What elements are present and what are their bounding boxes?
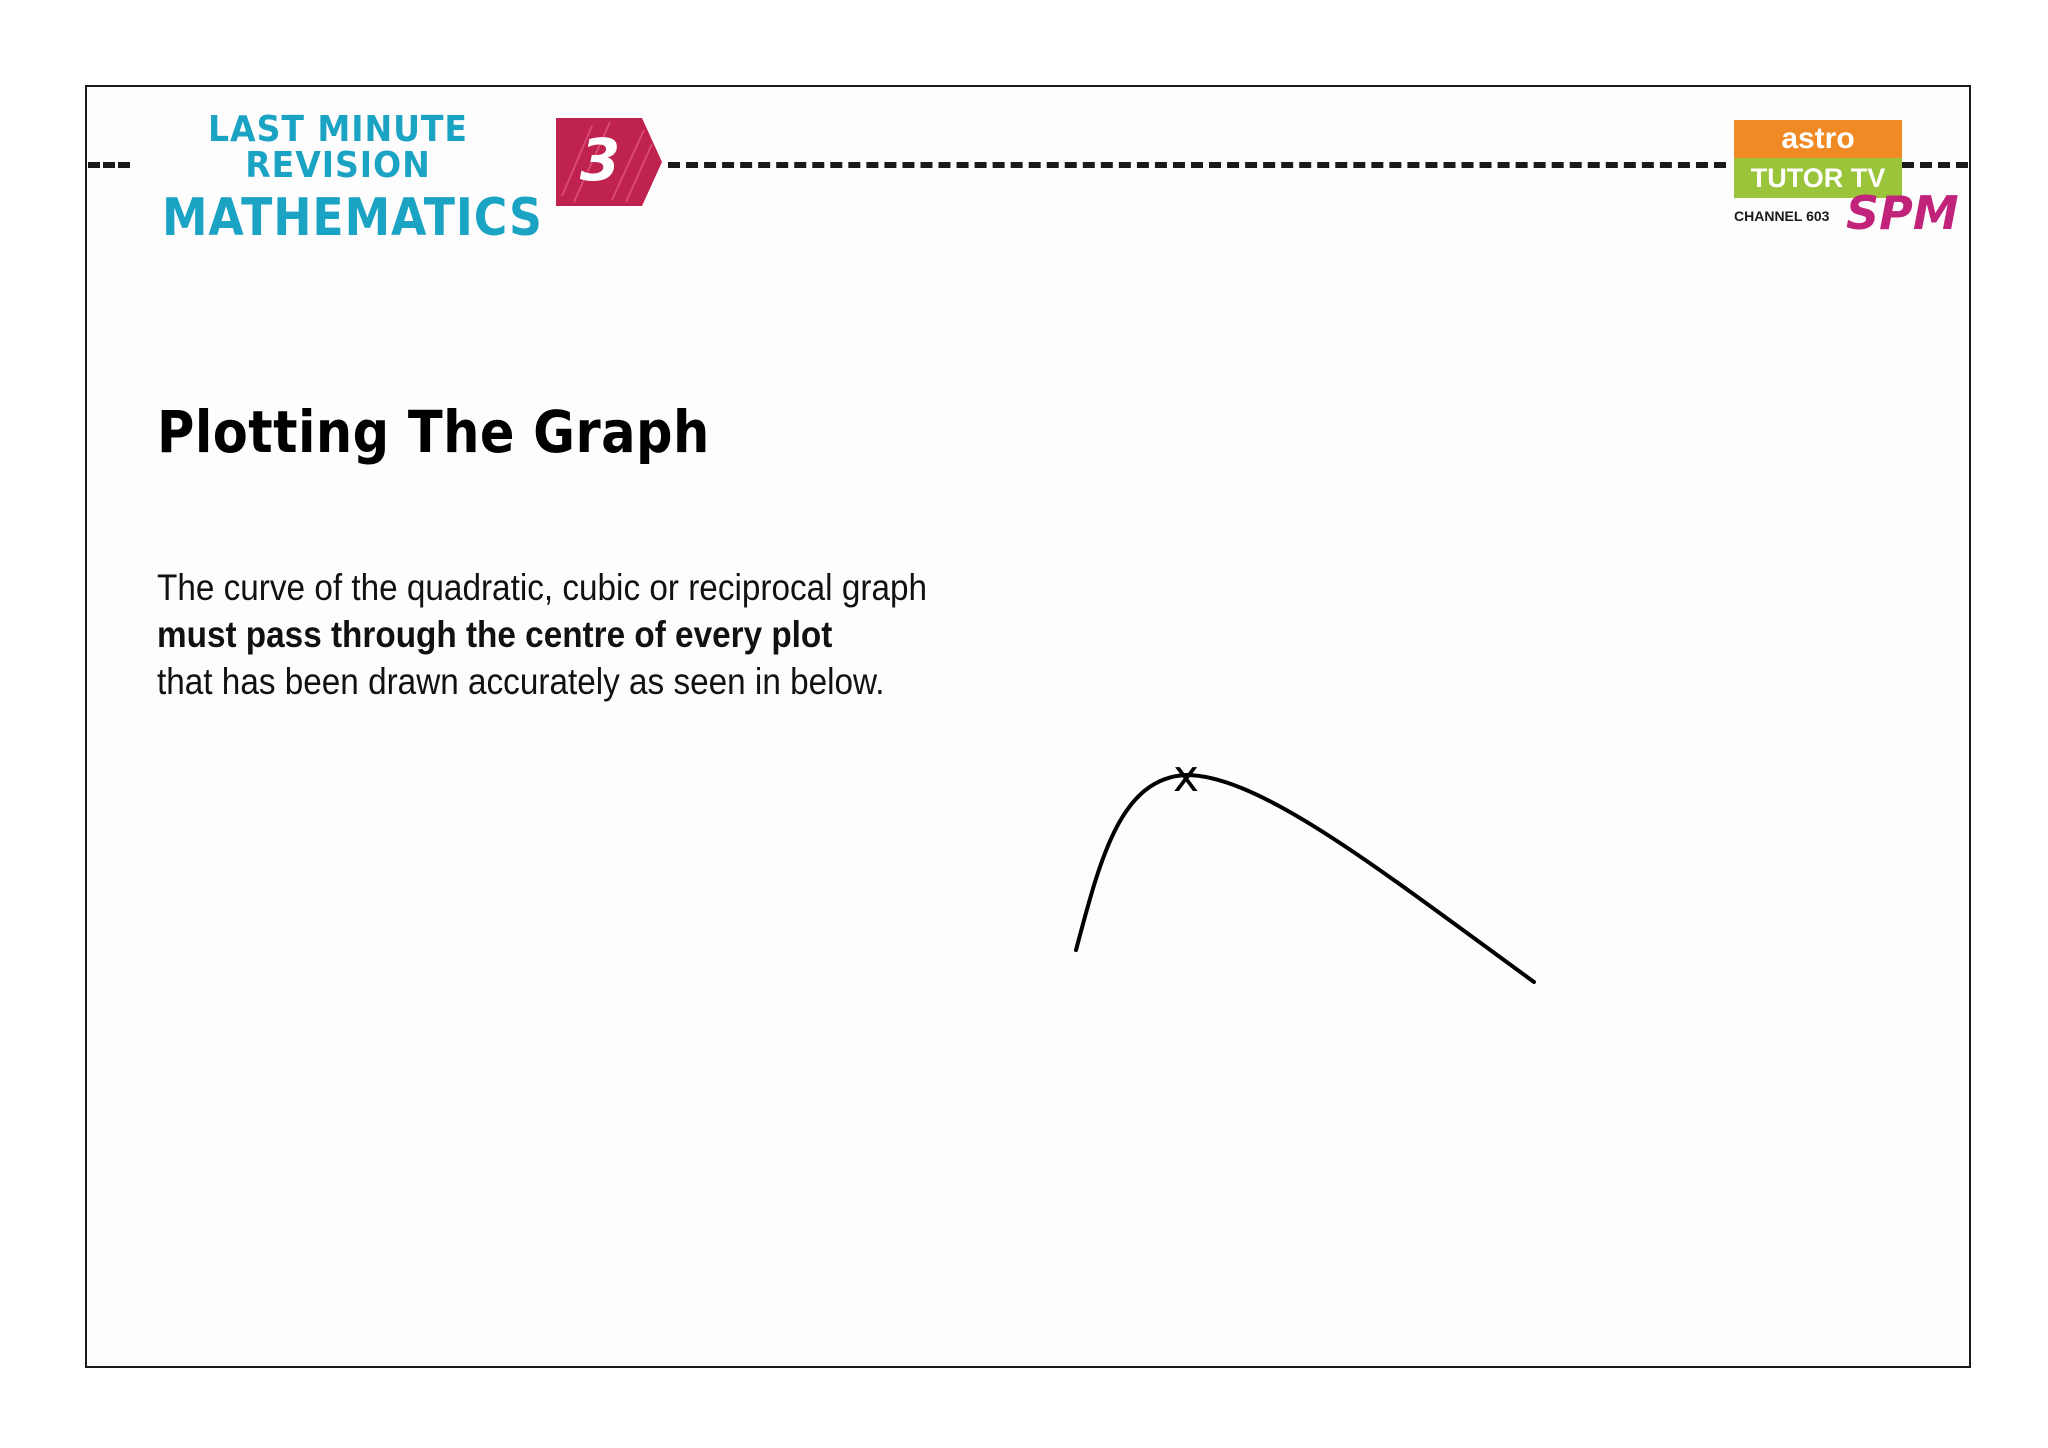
body-line-2-emphasis: must pass through the centre of every plot	[157, 614, 833, 655]
brand-title	[138, 109, 543, 248]
brand-line-1: LAST MINUTE REVISION	[208, 109, 468, 186]
logo-spm: SPM	[1846, 186, 1959, 240]
header-dashed-line-center	[668, 162, 1726, 168]
body-text	[157, 564, 927, 705]
episode-badge	[552, 116, 664, 208]
page-title: Plotting The Graph	[157, 398, 710, 466]
logo-channel: CHANNEL 603	[1734, 208, 1830, 224]
brand-line-2: MATHEMATICS	[162, 188, 543, 248]
body-line-1: The curve of the quadratic, cubic or reciprocal graph	[157, 567, 928, 608]
astro-tutor-tv-logo	[1734, 120, 1959, 240]
slide-frame	[85, 85, 1971, 1368]
body-line-3: that has been drawn accurately as seen in below.	[157, 661, 885, 702]
plotted-curve	[1076, 775, 1534, 982]
header-dashed-line-left	[88, 162, 130, 168]
curve-illustration	[1060, 750, 1560, 1000]
logo-astro: astro	[1734, 120, 1902, 158]
plot-marker: x	[1172, 751, 1200, 802]
episode-number: 3	[579, 126, 621, 194]
logo-tutor-tv: TUTOR TV	[1734, 158, 1902, 198]
